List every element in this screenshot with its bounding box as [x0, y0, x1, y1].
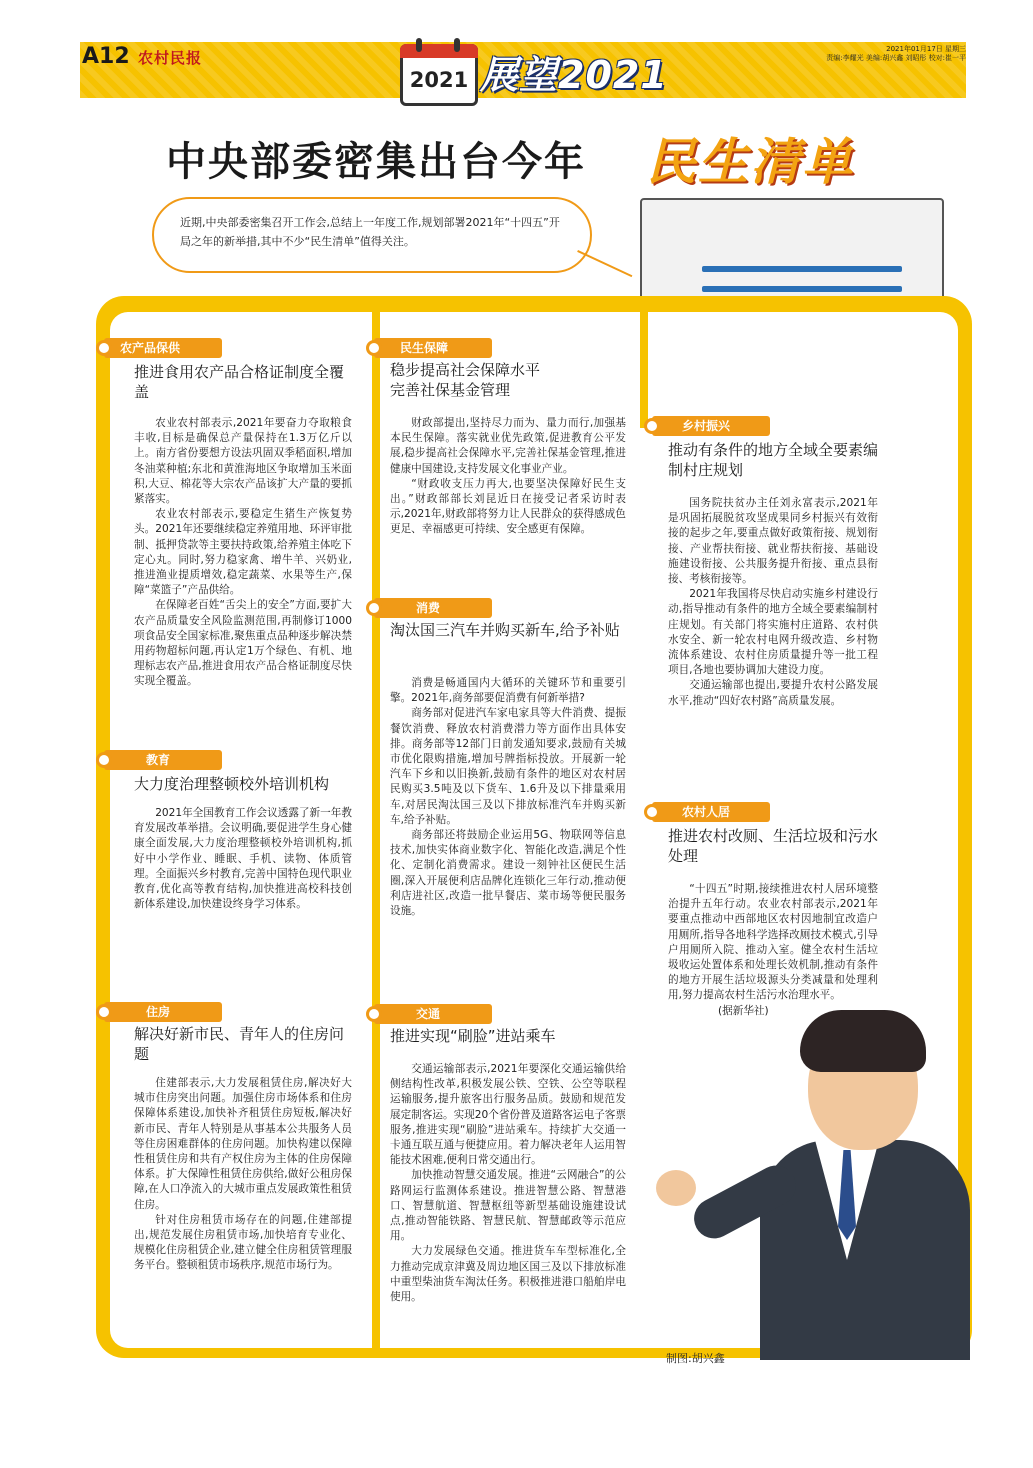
paragraph: “财政收支压力再大,也要坚决保障好民生支出。”财政部部长刘昆近日在接受记者采访时表示,2021年,财政部将努力让人民群众的获得感成色更足、幸福感更可持续、安全感更有保障。: [390, 477, 626, 536]
calendar-top: [400, 44, 478, 58]
section-title: 解决好新市民、青年人的住房问题: [134, 1025, 345, 1063]
date-line: 2021年01月17日 星期三: [886, 45, 966, 53]
section-label: 农村人居: [682, 805, 731, 819]
section-title: 大力度治理整顿校外培训机构: [134, 775, 330, 793]
doc-line: [702, 266, 902, 272]
doc-line: [702, 286, 902, 292]
source-note: (据新华社): [718, 1004, 769, 1017]
calendar-ring-icon: [416, 38, 422, 52]
paragraph: 针对住房租赁市场存在的问题,住建部提出,规范发展住房租赁市场,加快培育专业化、规模化住房租赁企业,建立健全住房租赁管理服务平台。整顿租赁市场秩序,规范市场行为。: [134, 1213, 352, 1272]
article-body-transport: [390, 1062, 626, 1305]
section-title: 推进实现“刷脸”进站乘车: [390, 1027, 556, 1045]
paragraph: 财政部提出,坚持尽力而为、量力而行,加强基本民生保障。落实就业优先政策,促进教育公平发展,稳步提高社会保障水平,完善社保基金管理,推进健康中国建设,支持发展文化事业产业。: [390, 417, 626, 475]
edition-info: [800, 45, 966, 63]
section-label: 民生保障: [400, 341, 449, 355]
article-body-housing: [134, 1076, 352, 1274]
calendar-ring-icon: [454, 38, 460, 52]
bullet-dot-icon: [366, 340, 382, 356]
paragraph: 交通运输部表示,2021年要深化交通运输供给侧结构性改革,积极发展公铁、空铁、公空等联程运输服务,提升旅客出行服务品质。鼓励和规范发展定制客运。实现20个省份普及道路客运电子客票服务,推进实现“刷脸”进站乘车。持续扩大交通一卡通互联互通与便捷应用。着力解决老年人运用智能技术困难,便利日常交通出行。: [390, 1063, 626, 1167]
illustration-credit: 制图:胡兴鑫: [666, 1352, 725, 1365]
section-label: 教育: [146, 753, 171, 767]
article-body-consume: [390, 676, 626, 919]
page-title: 中央部委密集出台今年: [166, 139, 586, 185]
bullet-dot-icon: [366, 1006, 382, 1022]
paragraph: 交通运输部也提出,要提升农村公路发展水平,推动“四好农村路”高质量发展。: [668, 679, 878, 707]
person-hand: [656, 1170, 696, 1206]
bullet-dot-icon: [96, 1004, 112, 1020]
paragraph: “十四五”时期,接续推进农村人居环境整治提升五年行动。农业农村部表示,2021年要重点推动中西部地区农村因地制宜改造户用厕所,指导各地科学选择改厕技术模式,引导户用厕所入院、推动入室。健全农村生活垃圾收运处置体系和处理长效机制,推动有条件的地方开展生活垃圾源头分类减量和处理利用,努力提高农村生活污水治理水平。: [668, 883, 878, 1002]
article-body-rural: [668, 496, 878, 709]
column-divider: [372, 312, 380, 1348]
article-body-agri: [134, 416, 352, 690]
section-label: 消费: [416, 601, 441, 615]
paper-logo: 农村民报: [138, 49, 203, 67]
paragraph: 在保障老百姓“舌尖上的安全”方面,要扩大农产品质量安全风险监测范围,再制修订1000项食品安全国家标准,聚焦重点品种逐步解决禁用药物超标问题,再认定1万个绿色、有机、地理标志农产品,推进食用农产品合格证制度尽快实现全覆盖。: [134, 599, 352, 688]
intro-bubble: 近期,中央部委密集召开工作会,总结上一年度工作,规划部署2021年“十四五”开局之年的新举措,其中不少“民生清单”值得关注。: [152, 197, 592, 273]
section-label: 乡村振兴: [682, 419, 731, 433]
editor-line: 责编:李耀光 美编:胡兴鑫 刘昭彤 校对:崔一平: [826, 54, 966, 62]
paragraph: 商务部还将鼓励企业运用5G、物联网等信息技术,加快实体商业数字化、智能化改造,满足个性化、定制化消费需求。建设一刻钟社区便民生活圈,深入开展便利店品牌化连锁化三年行动,推动便利店进社区,改造一批早餐店、菜市场等便民服务设施。: [390, 829, 626, 918]
article-body-edu: [134, 806, 352, 912]
column-divider: [640, 312, 648, 428]
section-title: 稳步提高社会保障水平 完善社保基金管理: [390, 361, 541, 399]
banner-title: 展望2021: [480, 53, 668, 97]
paragraph: 国务院扶贫办主任刘永富表示,2021年是巩固拓展脱贫攻坚成果同乡村振兴有效衔接的起步之年,要重点做好政策衔接、规划衔接、产业帮扶衔接、就业帮扶衔接、基础设施建设衔接、公共服务提升衔接、重点县衔接、考核衔接等。: [668, 497, 878, 586]
paragraph: 农业农村部表示,要稳定生猪生产恢复势头。2021年还要继续稳定养殖用地、环评审批制、抵押贷款等主要扶持政策,给养殖主体吃下定心丸。同时,努力稳家禽、增牛羊、兴奶业,推进渔业提质增效,稳定蔬菜、水果等生产,保障“菜篮子”产品供给。: [134, 508, 352, 597]
section-title: 推进农村改厕、生活垃圾和污水处理: [668, 827, 879, 865]
article-body-living: [668, 882, 878, 1019]
section-title: 淘汰国三汽车并购买新车,给予补贴: [390, 621, 620, 639]
paragraph: 农业农村部表示,2021年要奋力夺取粮食丰收,目标是确保总产量保持在1.3万亿斤以上。南方省份要想方设法巩固双季稻面积,增加冬油菜种植;东北和黄淮海地区争取增加玉米面积,大豆、棉花等大宗农产品该扩大产量的要抓紧落实。: [134, 417, 352, 506]
paragraph: 2021年全国教育工作会议透露了新一年教育发展改革举措。会议明确,要促进学生身心健康全面发展,大力度治理整顿校外培训机构,抓好中小学作业、睡眠、手机、读物、体质管理。全面振兴乡村教育,完善中国特色现代职业教育,优化高等教育结构,加快推进高校科技创新体系建设,加快建设终身学习体系。: [134, 807, 352, 911]
section-label: 交通: [416, 1007, 441, 1021]
bullet-dot-icon: [96, 340, 112, 356]
paragraph: 住建部表示,大力发展租赁住房,解决好大城市住房突出问题。加强住房市场体系和住房保障体系建设,加快补齐租赁住房短板,解决好新市民、青年人特别是从事基本公共服务人员等住房困难群体的住房问题。加快构建以保障性租赁住房和共有产权住房为主体的住房保障体系。扩大保障性租赁住房供给,做好公租房保障,在人口净流入的大城市重点发展政策性租赁住房。: [134, 1077, 352, 1211]
bullet-dot-icon: [644, 804, 660, 820]
paragraph: 大力发展绿色交通。推进货车车型标准化,全力推动完成京津冀及周边地区国三及以下排放标准中重型柴油货车淘汰任务。积极推进港口船舶岸电使用。: [390, 1245, 626, 1304]
bullet-dot-icon: [644, 418, 660, 434]
calendar-year: 2021: [409, 68, 469, 92]
paragraph: 商务部对促进汽车家电家具等大件消费、提振餐饮消费、释放农村消费潜力等方面作出具体安排。商务部等12部门日前发通知要求,鼓励有关城市优化限购措施,增加号牌指标投放。开展新一轮汽车下乡和以旧换新,鼓励有条件的地区对农村居民购买3.5吨及以下货车、1.6升及以下排量乘用车,对居民淘汰国三及以下排放标准汽车并购买新车,给予补贴。: [390, 707, 626, 826]
article-body-social: [390, 416, 626, 538]
bullet-dot-icon: [96, 752, 112, 768]
section-title: 推进食用农产品合格证制度全覆盖: [134, 363, 345, 401]
section-label: 住房: [146, 1005, 171, 1019]
paragraph: 2021年我国将尽快启动实施乡村建设行动,指导推动有条件的地方全域全要素编制村庄规划。有关部门将实施村庄道路、农村供水安全、新一轮农村电网升级改造、乡村物流体系建设、农村住房质量提升等一批工程项目,各地也要协调加大建设力度。: [668, 588, 878, 677]
person-hair: [800, 1010, 926, 1072]
section-label: 农产品保供: [120, 341, 181, 355]
section-title: 推动有条件的地方全域全要素编制村庄规划: [668, 441, 879, 479]
paragraph: 消费是畅通国内大循环的关键环节和重要引擎。2021年,商务部要促消费有何新举措?: [390, 677, 626, 705]
page-title-accent: 民生清单: [646, 133, 854, 191]
paragraph: 加快推动智慧交通发展。推进“云网融合”的公路网运行监测体系建设。推进智慧公路、智慧港口、智慧航道、智慧枢纽等新型基础设施建设试点,推动智能铁路、智慧民航、智慧邮政等示范应用。: [390, 1169, 626, 1243]
bullet-dot-icon: [366, 600, 382, 616]
page-number: A12: [82, 44, 130, 69]
